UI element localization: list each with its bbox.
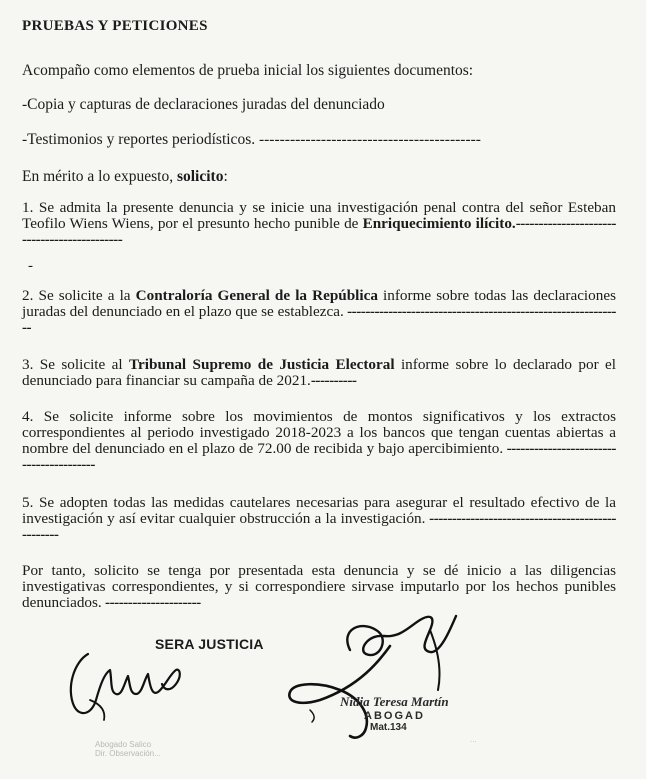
- request-5-text: 5. Se adopten todas las medidas cautelares necesarias para asegurar el resultado efectivo de la investigación y así evitar cualquier obstrucción a la investigación.: [22, 494, 616, 527]
- request-4-dashes: ----------------------------------------: [22, 440, 616, 473]
- request-1: [22, 200, 616, 248]
- request-2-bold: Contraloría General de la República: [135, 287, 378, 304]
- stamp-registration: Mat.134: [370, 722, 407, 733]
- request-2-dashes: -------------------------------------------------------------: [22, 303, 616, 336]
- stray-dash: -: [28, 258, 33, 274]
- request-3-text: 3. Se solicite al: [22, 356, 130, 373]
- faint-right-text: ...: [470, 735, 477, 744]
- request-2-after: informe sobre todas las declaraciones juradas del denunciado en el plazo que se establezca.: [22, 287, 616, 320]
- request-3: [22, 357, 616, 389]
- faint-stamp-text: [95, 740, 161, 758]
- faint-line-2: Dir. Observación...: [95, 749, 161, 758]
- evidence-item-1: -Copia y capturas de declaraciones juradas del denunciado: [22, 96, 385, 113]
- request-5-dashes: -------------------------------------------------: [22, 510, 616, 543]
- request-4: [22, 409, 616, 473]
- request-5: [22, 495, 616, 543]
- request-2: [22, 288, 616, 336]
- stamp-title: ABOGAD: [364, 710, 425, 722]
- request-1-text: 1. Se admita la presente denuncia y se inicie una investigación penal contra del señor Esteban Teofilo Wiens Wiens, por el presunto hecho punible de: [22, 199, 616, 232]
- stamp-name: Nidia Teresa Martín: [340, 694, 449, 709]
- lawyer-stamp: [340, 694, 449, 733]
- request-4-text: 4. Se solicite informe sobre los movimientos de montos significativos y los extractos correspondientes al periodo investigado 2018-2023 a los bancos que tengan cuentas abiertas a nombre del denunciado en el plazo de 72.00 de recibida y bajo apercibimiento.: [22, 408, 616, 457]
- left-signature-icon: [60, 640, 200, 730]
- closing-dashes: ---------------------: [101, 594, 201, 611]
- evidence-item-2: -Testimonios y reportes periodísticos. -------------------------------------------: [22, 131, 481, 148]
- request-1-bold: Enriquecimiento ilícito.: [362, 215, 516, 232]
- request-3-after: informe sobre lo declarado por el denunciado para financiar su campaña de 2021.: [22, 356, 617, 389]
- merit-bold: solicito: [176, 168, 224, 185]
- request-1-dashes: --------------------------------------------: [22, 215, 616, 248]
- intro-text: Acompaño como elementos de prueba inicial los siguientes documentos:: [22, 62, 474, 79]
- merit-suffix: :: [223, 168, 228, 185]
- request-3-bold: Tribunal Supremo de Justicia Electoral: [129, 356, 395, 373]
- merit-line: [22, 168, 616, 186]
- sign-off: SERA JUSTICIA: [155, 636, 264, 652]
- faint-line-1: Abogado Salico: [95, 740, 152, 749]
- merit-prefix: En mérito a lo expuesto,: [22, 168, 177, 185]
- section-heading: PRUEBAS Y PETICIONES: [22, 18, 208, 34]
- closing-text: Por tanto, solicito se tenga por presentada esta denuncia y se dé inicio a las diligencias investigativas correspondientes, y si correspondiere sirvase imputarlo por los hechos punibles denunciados.: [22, 562, 616, 611]
- right-signature-icon: [280, 590, 480, 760]
- request-2-text: 2. Se solicite a la: [22, 287, 136, 304]
- request-3-dashes: ----------: [310, 372, 357, 389]
